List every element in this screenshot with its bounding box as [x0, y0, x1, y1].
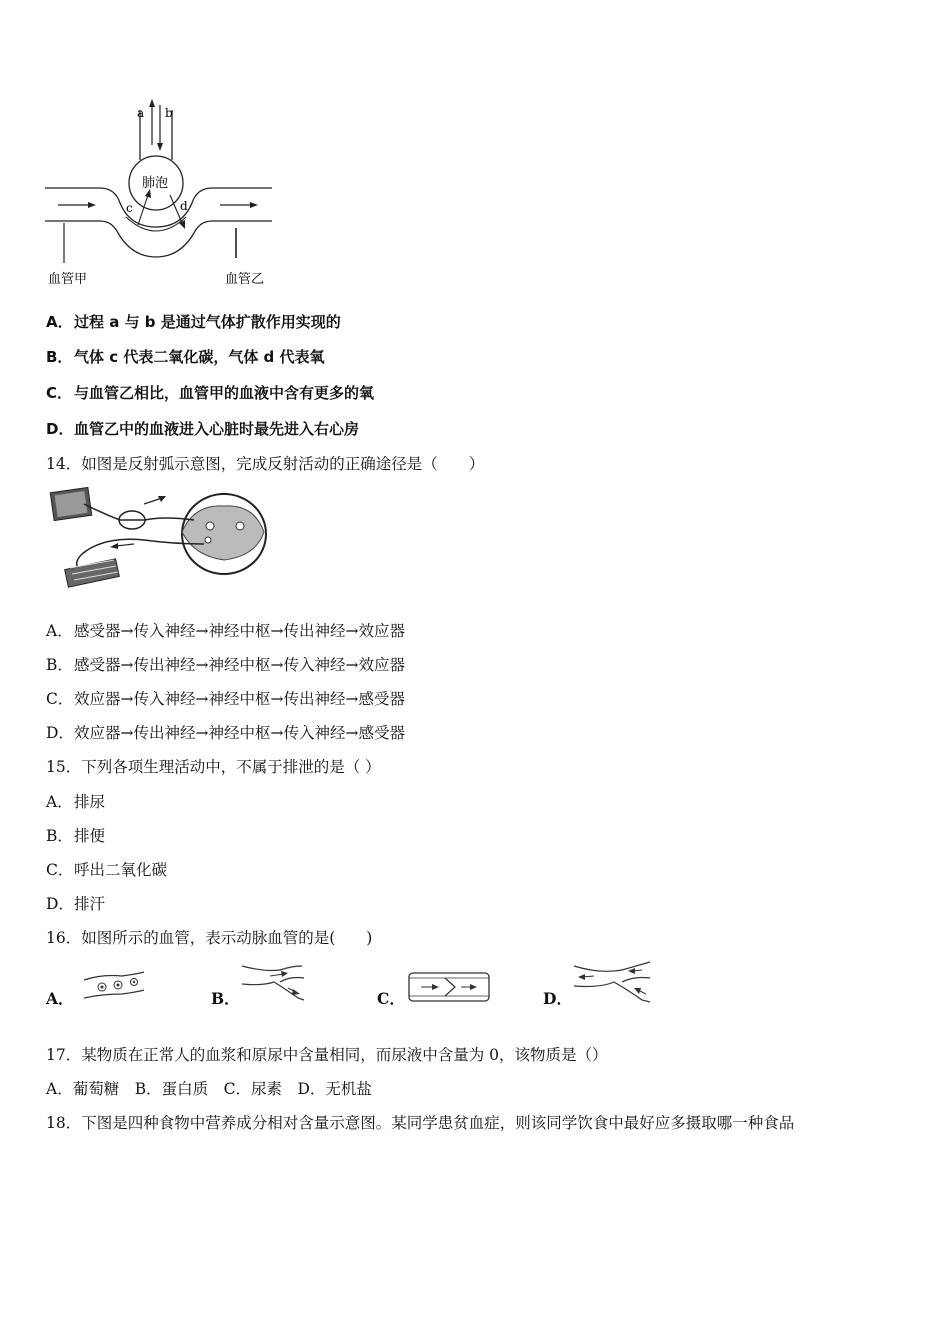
q14-option-c: C．效应器→传入神经→神经中枢→传出神经→感受器: [46, 690, 405, 708]
q17-stem: 17．某物质在正常人的血浆和原尿中含量相同，而尿液中含量为 0，该物质是（）: [46, 1046, 608, 1064]
q17-options: A．葡萄糖 B．蛋白质 C．尿素 D．无机盐: [46, 1080, 372, 1098]
label-alveolus: 肺泡: [142, 176, 169, 191]
q16-stem: 16．如图所示的血管，表示动脉血管的是( ): [46, 929, 373, 947]
q13-option-c: C． 与血管乙相比，血管甲的血液中含有更多的氧: [46, 384, 375, 402]
q14-option-b: B．感受器→传出神经→神经中枢→传入神经→效应器: [46, 656, 405, 674]
label-vessel-yi: 血管乙: [225, 272, 265, 287]
q13-option-b: B． 气体 c 代表二氧化碳，气体 d 代表氧: [46, 348, 325, 366]
q15-option-d: D．排汗: [46, 895, 106, 913]
label-c: c: [126, 201, 133, 215]
q13-option-a: A．过程 a 与 b 是通过气体扩散作用实现的: [46, 313, 341, 331]
reflex-arc-diagram: [44, 484, 270, 596]
q15-option-c: C．呼出二氧化碳: [46, 861, 168, 879]
q15-stem: 15．下列各项生理活动中，不属于排泄的是（ ）: [46, 758, 381, 776]
q16-vessel-b: [240, 962, 308, 1004]
q14-stem: 14．如图是反射弧示意图，完成反射活动的正确途径是（ ）: [46, 455, 485, 473]
q14-option-a: A．感受器→传入神经→神经中枢→传出神经→效应器: [46, 622, 405, 640]
label-b: b: [165, 106, 173, 120]
label-vessel-jia: 血管甲: [48, 272, 88, 287]
label-a: a: [137, 106, 145, 120]
q16-option-c-label: C．: [377, 989, 405, 1008]
q16-option-b-label: B．: [211, 989, 240, 1008]
q16-vessel-d: [572, 958, 654, 1006]
q16-vessel-c: [405, 970, 493, 1006]
alveolus-diagram: [40, 95, 280, 290]
label-d: d: [180, 199, 188, 213]
q15-option-a: A．排尿: [46, 793, 106, 811]
q18-stem: 18．下图是四种食物中营养成分相对含量示意图。某同学患贫血症，则该同学饮食中最好应多摄取哪一种食品: [46, 1114, 795, 1132]
q16-option-a-label: A．: [46, 989, 74, 1008]
q15-option-b: B．排便: [46, 827, 106, 845]
q16-option-d-label: D．: [543, 989, 572, 1008]
q16-vessel-a: [82, 968, 148, 1004]
q13-option-d: D．血管乙中的血液进入心脏时最先进入右心房: [46, 420, 360, 438]
q14-option-d: D．效应器→传出神经→神经中枢→传入神经→感受器: [46, 724, 405, 742]
